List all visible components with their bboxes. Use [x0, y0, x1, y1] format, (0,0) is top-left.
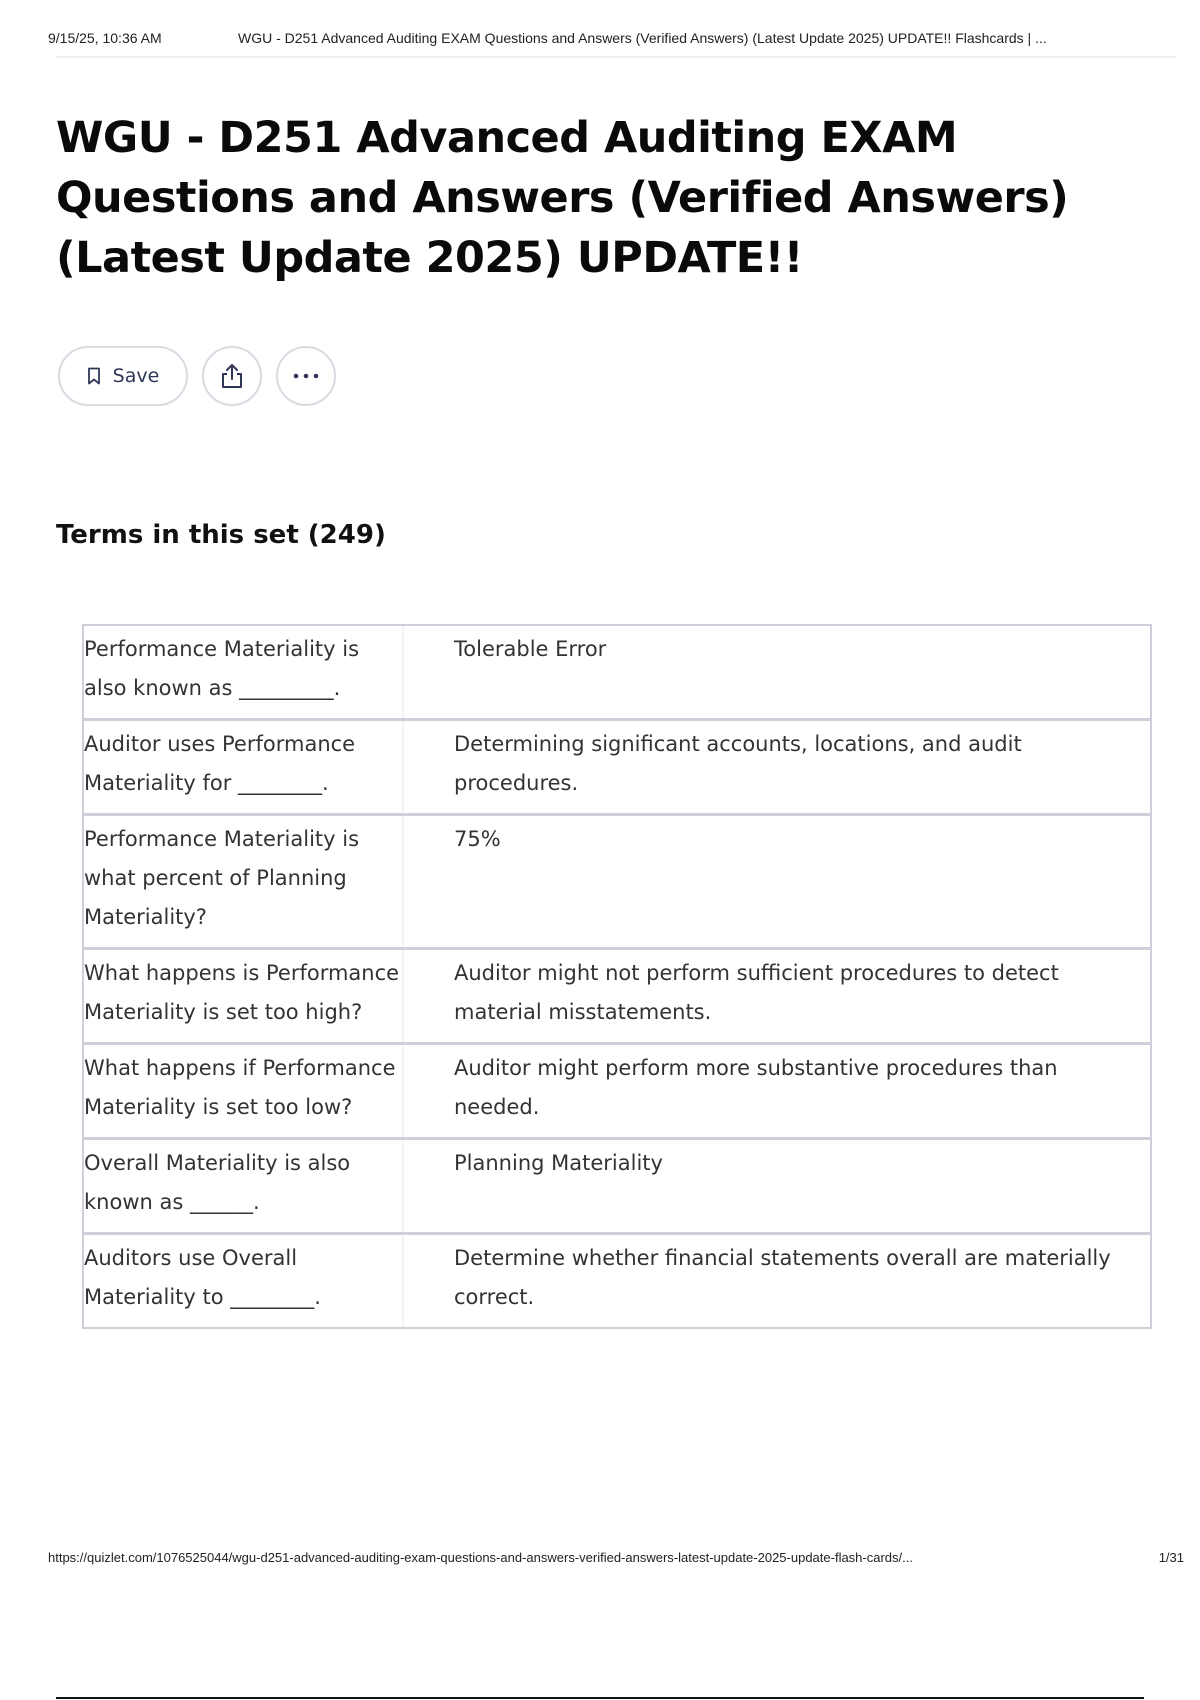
definition-cell: Auditor might perform more substantive procedures than needed.: [454, 1056, 1058, 1119]
term-cell: Auditor uses Performance Materiality for ________.: [84, 721, 404, 813]
page-url: https://quizlet.com/1076525044/wgu-d251-advanced-auditing-exam-questions-and-answers-verified-answers-latest-update-2025-update-flash-cards/...: [48, 1550, 913, 1565]
save-button[interactable]: [58, 346, 188, 406]
term-cell: Performance Materiality is also known as _________.: [84, 626, 404, 718]
table-row: [84, 1140, 1150, 1235]
page-number: 1/31: [1158, 1550, 1184, 1565]
definition-cell: Auditor might not perform sufficient procedures to detect material misstatements.: [454, 961, 1059, 1024]
share-icon: [219, 362, 245, 390]
print-footer: [48, 1550, 1184, 1565]
table-row: [84, 721, 1150, 816]
definition-cell: Determine whether financial statements overall are materially correct.: [454, 1246, 1111, 1309]
save-label: Save: [112, 365, 160, 387]
more-options-button[interactable]: [276, 346, 336, 406]
share-button[interactable]: [202, 346, 262, 406]
header-divider: [56, 56, 1176, 58]
action-bar: [58, 346, 336, 406]
table-row: [84, 1235, 1150, 1327]
definition-cell: Tolerable Error: [454, 637, 607, 661]
bottom-divider: [56, 1697, 1144, 1699]
terms-heading: Terms in this set (249): [56, 520, 386, 550]
print-page-title: WGU - D251 Advanced Auditing EXAM Questions and Answers (Verified Answers) (Latest Update 2025) UPDATE!! Flashcards | ...: [238, 30, 1047, 46]
term-cell: Overall Materiality is also known as ______.: [84, 1140, 404, 1232]
term-cell: Performance Materiality is what percent of Planning Materiality?: [84, 816, 404, 947]
print-header: [48, 30, 1172, 46]
table-row: [84, 950, 1150, 1045]
print-datetime: 9/15/25, 10:36 AM: [48, 30, 162, 46]
table-row: [84, 816, 1150, 950]
more-horizontal-icon: [293, 373, 319, 379]
table-row: [84, 1045, 1150, 1140]
definition-cell: Planning Materiality: [454, 1151, 663, 1175]
page-title: WGU - D251 Advanced Auditing EXAM Questions and Answers (Verified Answers) (Latest Update 2025) UPDATE!!: [56, 113, 1069, 283]
term-cell: What happens is Performance Materiality is set too high?: [84, 950, 404, 1042]
definition-cell: Determining significant accounts, locations, and audit procedures.: [454, 732, 1022, 795]
bookmark-icon: [87, 367, 101, 385]
terms-table: [82, 624, 1152, 1329]
table-row: [84, 626, 1150, 721]
definition-cell: 75%: [454, 827, 501, 851]
term-cell: What happens if Performance Materiality is set too low?: [84, 1045, 404, 1137]
term-cell: Auditors use Overall Materiality to ________.: [84, 1235, 404, 1327]
